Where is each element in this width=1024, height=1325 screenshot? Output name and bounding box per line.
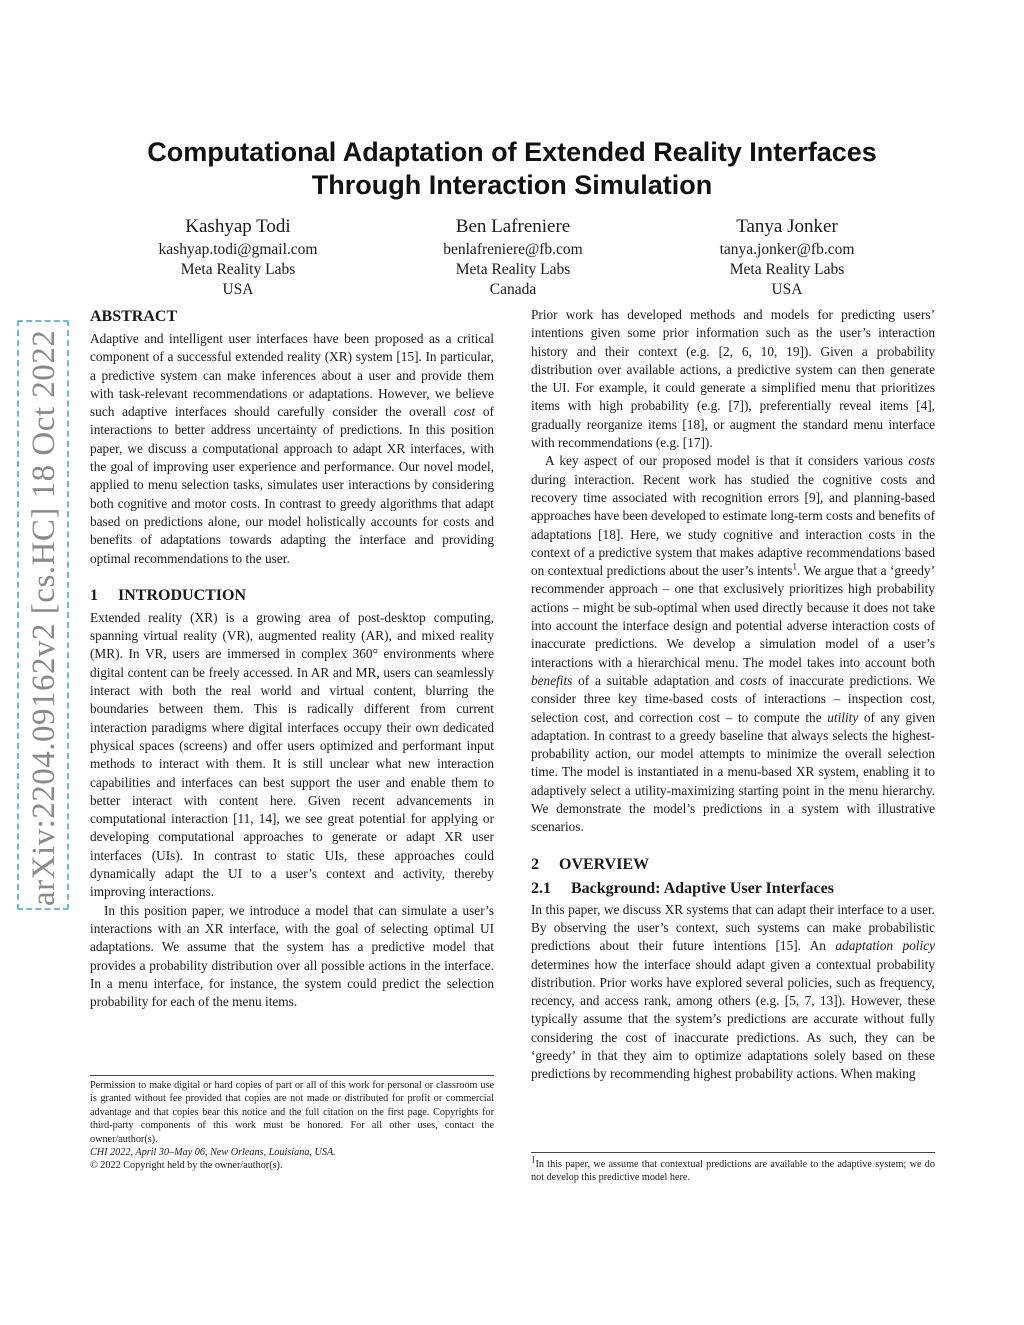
background-subheading: 2.1 Background: Adaptive User Interfaces (531, 879, 834, 897)
author-country: USA (771, 281, 803, 298)
author-1 (98, 214, 378, 300)
author-affiliation: Meta Reality Labs (455, 261, 571, 278)
right-column (531, 306, 935, 1084)
overview-heading: 2 OVERVIEW (531, 855, 650, 873)
copyright-text: © 2022 Copyright held by the owner/author(s). (90, 1160, 283, 1172)
arxiv-identifier[interactable]: arXiv:2204.09162v2 [cs.HC] 18 Oct 2022 (26, 329, 62, 906)
intro-paragraph-2: In this position paper, we introduce a model that can simulate a user’s interactions with an XR interface, with the goal of selecting optimal UI adaptations. We assume that the system has a predictive model that provides a probability distribution over all possible actions in the interface. In a menu interface, for instance, the system could predict the selection probability for each of the menu items. (90, 902, 494, 1010)
author-email[interactable]: benlafreniere@fb.com (443, 241, 583, 258)
right-paragraph-2: A key aspect of our proposed model is that it considers various costs during interaction. Recent work has studied the cognitive costs and recovery time associated with recognition errors [9], and planning-based approaches have been developed to estimate long-term costs and benefits of adaptations [18]. Here, we study cognitive and interaction costs in the context of a predictive system that makes adaptive recommendations based on contextual predictions about the user’s intents$^1$. We argue that a ‘greedy’ recommender approach – one that exclusively prioritizes high probability actions – might be sub-optimal when used directly because it does not take into account the interface design and potential adverse interaction costs of inaccurate predictions. We develop a simulation model of a user’s interactions with a hierarchical menu. The model takes into account both benefits of a suitable adaptation and costs of inaccurate predictions. We consider three key time-based costs of interactions – inspection cost, selection cost, and correction cost – to compute the utility of any given adaptation. In contrast to a greedy baseline that always selects the highest-probability action, our model attempts to minimize the overall selection time. The model is instantiated in a menu-based XR system, enabling it to adaptively select a utility-maximizing starting point in the menu hierarchy. We demonstrate the model’s predictions in a system with illustrative scenarios. (531, 453, 935, 835)
author-name: Tanya Jonker (736, 216, 838, 237)
title-line-2: Through Interaction Simulation (311, 170, 713, 200)
author-block (90, 214, 934, 300)
author-country: USA (222, 281, 254, 298)
copyright-notice (90, 1075, 494, 1173)
permission-text: Permission to make digital or hard copies of part or all of this work for personal or classroom use is granted without fee provided that copies are not made or distributed for profit or commercial advantage and that copies bear this notice and the full citation on the first page. Copyrights for third-party components of this work must be honored. For all other uses, contact the owner/author(s). (90, 1080, 494, 1145)
footnote (531, 1152, 935, 1185)
venue-text: CHI 2022, April 30–May 06, New Orleans, Louisiana, USA. (90, 1147, 336, 1159)
left-column (90, 306, 494, 1011)
author-2 (373, 214, 653, 300)
author-name: Kashyap Todi (185, 216, 291, 237)
intro-paragraph-1: Extended reality (XR) is a growing area of post-desktop computing, spanning virtual reality (VR), augmented reality (AR), and mixed reality (MR). In VR, users are immersed in complex 360° environments where digital content can be freely accessed. In AR and MR, users can seamlessly interact with both the real world and virtual content, blurring the boundaries between them. This is radically different from current interaction paradigms where digital interfaces occupy their own dedicated physical spaces (screens) and offer users optimized and performant input methods to interact with them. It is still unclear what new interaction capabilities and interfaces can best support the user and enable them to better interact with content here. Given recent advancements in computational interaction [11, 14], we see great potential for applying or developing computational approaches to generate or adapt XR user interfaces (UIs). In contrast to static UIs, these approaches could dynamically adapt the UI to a user’s context and activity, thereby improving interactions. (90, 609, 494, 900)
footnote-text: $^1$In this paper, we assume that contextual predictions are available to the adaptive system; we do not develop this predictive model here. (531, 1154, 935, 1184)
author-affiliation: Meta Reality Labs (180, 261, 296, 278)
author-affiliation: Meta Reality Labs (729, 261, 845, 278)
author-country: Canada (489, 281, 537, 298)
introduction-heading: 1 INTRODUCTION (90, 586, 247, 604)
title-line-1: Computational Adaptation of Extended Reality Interfaces (147, 137, 877, 167)
right-paragraph-1: Prior work has developed methods and models for predicting users’ intentions given some prior information such as the user’s interaction history and their context (e.g. [2, 6, 10, 19]). Given a probability distribution over available actions, a predictive system can then generate the UI. For example, it could generate a simplified menu that prioritizes items with high probability (e.g. [7]), preferentially reveal items [4], gradually reorganize items [18], or augment the standard menu interface with recommendations (e.g. [17]). (531, 307, 935, 451)
abstract-text: Adaptive and intelligent user interfaces have been proposed as a critical component of a successful extended reality (XR) system [15]. In particular, a predictive system can make inferences about a user and provide them with task-relevant recommendations or adaptations. However, we believe such adaptive interfaces should carefully consider the overall cost of interactions to better address uncertainty of predictions. In this position paper, we discuss a computational approach to adapt XR interfaces, with the goal of improving user experience and performance. Our novel model, applied to menu selection tasks, simulates user interactions by considering both cognitive and motor costs. In contrast to greedy algorithms that adapt based on predictions alone, our model holistically accounts for costs and benefits of adaptations towards adapting the interface and providing optimal recommendations to the user. (90, 331, 494, 566)
abstract-heading: ABSTRACT (90, 308, 178, 325)
background-paragraph: In this paper, we discuss XR systems that can adapt their interface to a user. By observing the user’s context, such systems can make probabilistic predictions about their future intentions [15]. An adaptation policy determines how the interface should adapt given a contextual probability distribution. Prior works have explored several policies, such as frequency, recency, and access rank, among others (e.g. [5, 7, 13]). However, these typically assume that the system’s predictions are accurate without fully considering the cost of inaccurate predictions. As such, they can be ‘greedy’ in that they aim to optimize adaptations solely based on these predictions by recommending highest probability actions. When making (531, 901, 935, 1082)
author-email[interactable]: tanya.jonker@fb.com (719, 241, 855, 258)
paper-title (90, 136, 934, 202)
author-email[interactable]: kashyap.todi@gmail.com (158, 241, 318, 258)
author-3 (647, 214, 927, 300)
author-name: Ben Lafreniere (455, 216, 571, 237)
footnote-ref[interactable]: 1 (792, 561, 797, 572)
